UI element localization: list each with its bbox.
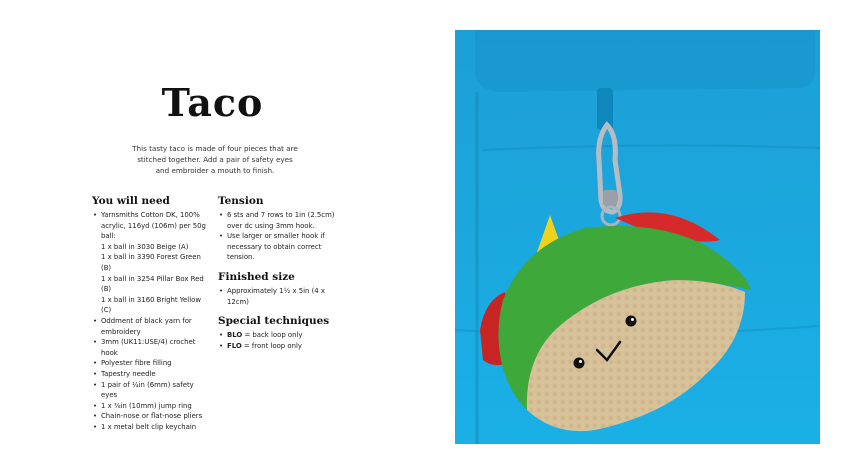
yarn-color-beige: 1 x ball in 3030 Beige (A) xyxy=(101,242,189,251)
yarn-color-green: 1 x ball in 3390 Forest Green (B) xyxy=(101,253,201,272)
material-item: • Chain-nose or flat-nose pliers xyxy=(92,411,212,422)
tension-item: • 6 sts and 7 rows to 1in (2.5cm) over dc using 3mm hook. xyxy=(218,210,338,231)
materials-column xyxy=(92,195,212,432)
technique-text: = front loop only xyxy=(241,341,302,350)
finished-size-item: • Approximately 1½ x 5in (4 x 12cm) xyxy=(218,286,338,307)
material-item: • Tapestry needle xyxy=(92,369,212,380)
special-techniques-list xyxy=(218,330,338,351)
technique-item xyxy=(218,341,338,352)
yarn-sublist xyxy=(101,242,212,316)
yarn-intro: Yarnsmiths Cotton DK, 100% acrylic, 116yd (106m) per 50g ball: xyxy=(101,211,206,241)
material-item: • Oddment of black yarn for embroidery xyxy=(92,316,212,337)
taco-photo xyxy=(455,30,820,444)
tension-heading: Tension xyxy=(218,195,264,207)
page-title: Taco xyxy=(161,80,264,125)
technique-item xyxy=(218,330,338,341)
tension-item: • Use larger or smaller hook if necessary to obtain correct tension. xyxy=(218,231,338,263)
technique-text: = back loop only xyxy=(242,331,303,340)
finished-size-heading: Finished size xyxy=(218,270,295,283)
tension-list xyxy=(218,210,338,263)
intro-text: This tasty taco is made of four pieces that are stitched together. Add a pair of safety eyes and embroider a mouth to finish. xyxy=(132,144,298,175)
material-item: • 3mm (UK11:USE/4) crochet hook xyxy=(92,337,212,358)
taco-eye-left xyxy=(574,358,585,369)
taco-eye-right xyxy=(626,316,637,327)
special-techniques-heading: Special techniques xyxy=(218,315,330,328)
material-item: • Polyester fibre filling xyxy=(92,358,212,369)
you-will-need-heading: You will need xyxy=(92,195,170,207)
yarn-color-yellow: 1 x ball in 3160 Bright Yellow (C) xyxy=(101,295,201,315)
materials-list xyxy=(92,210,212,432)
material-item: • 1 x metal belt clip keychain xyxy=(92,422,212,433)
yarn-item xyxy=(92,210,212,316)
technique-abbr: FLO xyxy=(227,341,242,350)
taco-keychain-illustration xyxy=(455,30,820,444)
technique-abbr: BLO xyxy=(227,331,243,340)
yarn-color-red: 1 x ball in 3254 Pillar Box Red (B) xyxy=(101,274,204,294)
pocket-flap xyxy=(475,30,815,92)
finished-size-list xyxy=(218,286,338,307)
material-item: • 1 pair of ¼in (6mm) safety eyes xyxy=(92,380,212,401)
specs-column xyxy=(218,195,338,351)
material-item: • 1 x ⅜in (10mm) jump ring xyxy=(92,401,212,412)
